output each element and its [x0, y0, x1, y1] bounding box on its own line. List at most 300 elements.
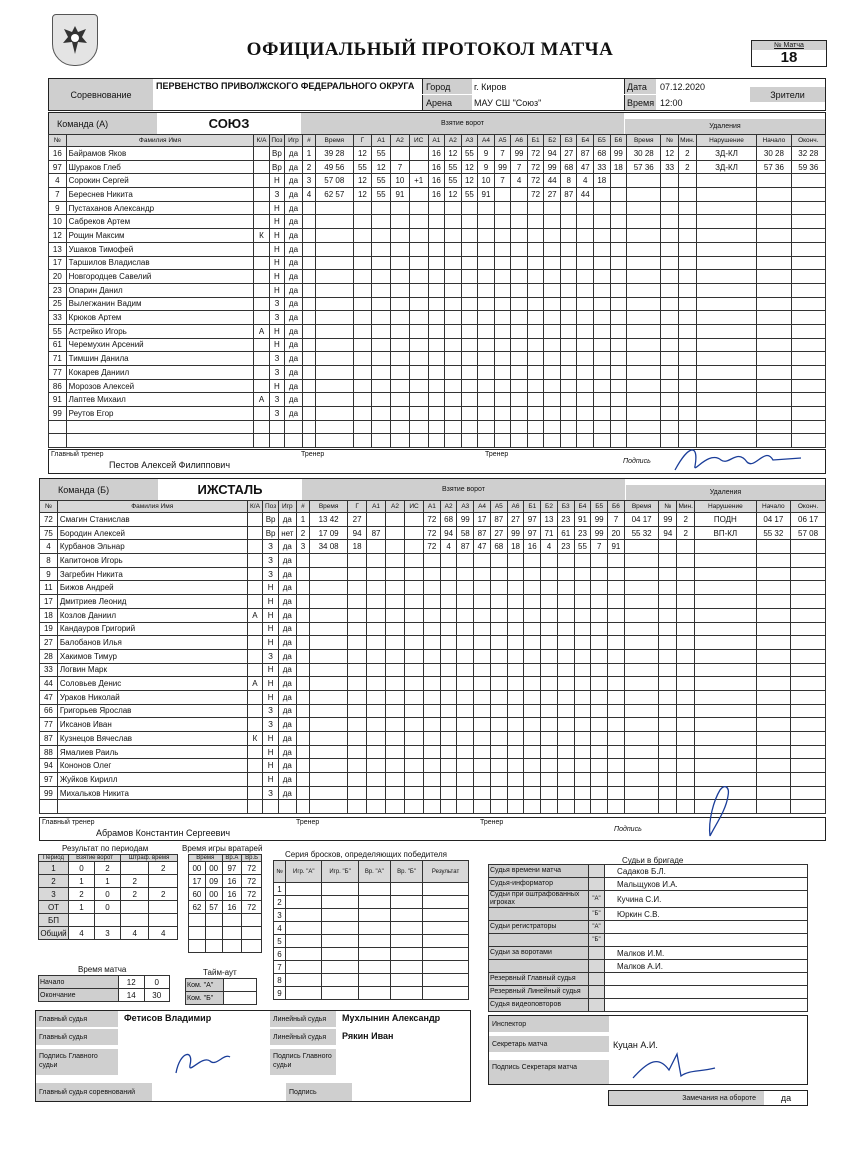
team_a-goal-time: 49 56 [316, 160, 354, 174]
team_b-empty-cell [386, 595, 405, 609]
team_a-player-play: да [285, 201, 303, 215]
team_b-player-play: да [278, 649, 296, 663]
team_b-empty-cell [457, 608, 474, 622]
team_a-empty-cell [511, 242, 528, 256]
team_b-empty-cell [756, 677, 791, 691]
team_a-empty-cell [627, 229, 661, 243]
team_b-empty-cell [423, 690, 440, 704]
team_b-col-is: ИС [405, 501, 424, 513]
team_b-empty-cell [524, 690, 541, 704]
team_a-empty-cell [316, 229, 354, 243]
team_b-empty-cell [367, 745, 386, 759]
period-cell: 2 [69, 888, 95, 901]
team_a-empty-cell [791, 338, 825, 352]
main-ref-signature [166, 1045, 236, 1079]
team_a-player-pos: Вр [269, 160, 284, 174]
team_b-goal-time: 13 42 [310, 513, 348, 527]
team_b-empty-cell [310, 567, 348, 581]
team_b-empty-cell [474, 595, 491, 609]
team_b-empty-cell [296, 595, 309, 609]
team_b-empty-cell [659, 663, 677, 677]
team_a-empty-cell [302, 229, 315, 243]
team_a-empty-cell [594, 311, 611, 325]
team_b-row [40, 663, 826, 677]
team_a-row [49, 311, 826, 325]
team_a-empty-cell [627, 366, 661, 380]
team_a-empty-cell [428, 283, 445, 297]
team_b-goal-time: 34 08 [310, 540, 348, 554]
team_b-empty-cell [423, 636, 440, 650]
team_a-goal-time: 62 57 [316, 188, 354, 202]
team_b-empty-cell [524, 608, 541, 622]
team_a-empty-cell [409, 366, 428, 380]
team_a-player-play: да [285, 256, 303, 270]
team_a-empty-cell [353, 283, 372, 297]
team_b-empty-cell [591, 595, 608, 609]
team_b-onice-cell: 68 [440, 513, 457, 527]
team_b-onice-cell: 20 [608, 526, 625, 540]
team_b-empty-cell [386, 663, 405, 677]
team_b-empty-cell [591, 622, 608, 636]
team_b-empty-cell [386, 690, 405, 704]
team_b-player-name: Загребин Никита [57, 567, 247, 581]
team_a-row [49, 420, 826, 434]
team_a-empty-cell [627, 393, 661, 407]
team_b-player-no: 66 [40, 704, 58, 718]
team_b-player-pos: Н [263, 663, 279, 677]
gk-col-a: Вр.А [222, 855, 242, 862]
team_b-empty-cell [524, 759, 541, 773]
team_a-empty-cell [353, 242, 372, 256]
team_b-empty-cell [296, 704, 309, 718]
main-ref2-label: Главный судья [36, 1029, 118, 1045]
team_a-empty-cell [372, 311, 391, 325]
team_b-empty-cell [659, 595, 677, 609]
brigade-side [589, 960, 605, 973]
shootout-cell [423, 948, 469, 961]
team_a-onice-cell: 18 [594, 174, 611, 188]
team_b-row [40, 704, 826, 718]
team-b-trainer2-label: Тренер [480, 819, 504, 826]
team_a-empty-cell [661, 338, 679, 352]
team_a-empty-cell [696, 174, 757, 188]
team_a-empty-cell [594, 420, 611, 434]
team_b-empty-cell [695, 759, 756, 773]
team_a-player-name: Вылегжанин Вадим [66, 297, 254, 311]
team_a-empty-cell [494, 434, 511, 448]
team_b-empty-cell [423, 595, 440, 609]
team_a-empty-cell [661, 229, 679, 243]
team_a-player-name: Шураков Глеб [66, 160, 254, 174]
team_b-empty-cell [791, 704, 826, 718]
team_b-empty-cell [591, 800, 608, 814]
team_b-onice-cell: 7 [591, 540, 608, 554]
team_a-empty-cell [445, 297, 462, 311]
team_a-empty-cell [511, 379, 528, 393]
team_a-player-ka [254, 379, 269, 393]
team_b-empty-cell [541, 608, 558, 622]
team_b-empty-cell [423, 773, 440, 787]
team_a-empty-cell [461, 311, 478, 325]
team_a-empty-cell [610, 283, 627, 297]
team_a-empty-cell [577, 434, 594, 448]
team_b-empty-cell [574, 773, 591, 787]
team_a-empty-cell [696, 379, 757, 393]
team_a-player-ka: А [254, 324, 269, 338]
team_a-empty-cell [678, 352, 696, 366]
team_b-pen-no: 99 [659, 513, 677, 527]
team_a-empty-cell [316, 407, 354, 421]
team_a-empty-cell [577, 366, 594, 380]
period-cell [149, 901, 178, 914]
team_b-player-name: Кандауров Григорий [57, 622, 247, 636]
team_b-player-pos: Н [263, 745, 279, 759]
team_a-empty-cell [577, 215, 594, 229]
team_a-onice-cell: 12 [445, 188, 462, 202]
team_a-empty-cell [678, 283, 696, 297]
competition-label: Соревнование [49, 79, 153, 110]
team_b-empty-cell [557, 745, 574, 759]
team_b-empty-cell [457, 622, 474, 636]
team_b-empty-cell [507, 567, 524, 581]
team_b-col-a1: А1 [367, 501, 386, 513]
team_a-empty-cell [511, 283, 528, 297]
team_a-empty-cell [302, 366, 315, 380]
team_b-player-name: Кононов Олег [57, 759, 247, 773]
team_b-empty-cell [557, 595, 574, 609]
team_b-empty-cell [574, 745, 591, 759]
brigade-name: Юркин С.В. [605, 908, 808, 921]
team_a-empty-cell [661, 311, 679, 325]
team_a-empty-cell [661, 420, 679, 434]
team_b-empty-cell [659, 554, 677, 568]
emblem [52, 14, 98, 66]
team_b-goal-cell: 18 [348, 540, 367, 554]
team_a-empty-cell [544, 407, 561, 421]
team_b-empty-cell [440, 663, 457, 677]
team_b-onice-cell: 58 [457, 526, 474, 540]
team_b-empty-cell [557, 786, 574, 800]
team_a-empty-cell [678, 338, 696, 352]
team_a-empty-cell [478, 338, 495, 352]
team_b-goal-num: 1 [296, 513, 309, 527]
team_b-onice-cell: 7 [608, 513, 625, 527]
team_a-empty-cell [594, 324, 611, 338]
team_b-empty-cell [423, 704, 440, 718]
team_a-player-name: Пустаханов Александр [66, 201, 254, 215]
team_b-empty-cell [296, 718, 309, 732]
team_a-player-ka [254, 366, 269, 380]
team_a-empty-cell [316, 311, 354, 325]
team_b-empty-cell [524, 732, 541, 746]
team_a-empty-cell [560, 420, 577, 434]
team_a-empty-cell [577, 283, 594, 297]
team_a-empty-cell [594, 283, 611, 297]
team_b-empty-cell [791, 800, 826, 814]
brigade-row [489, 865, 808, 878]
team_a-empty-cell [353, 393, 372, 407]
team_a-empty-cell [316, 242, 354, 256]
team-b-trainer-label: Тренер [296, 819, 320, 826]
team_a-empty-cell [316, 215, 354, 229]
team_b-empty-cell [296, 773, 309, 787]
brigade-role [489, 934, 589, 947]
team_a-onice-cell: 91 [478, 188, 495, 202]
team_a-empty-cell [661, 393, 679, 407]
team_a-empty-cell [461, 407, 478, 421]
team_b-empty-cell [386, 773, 405, 787]
team_a-empty-cell [316, 379, 354, 393]
team_b-col-pos: Поз [263, 501, 279, 513]
team_a-empty-cell [696, 270, 757, 284]
team_b-onice-cell: 87 [474, 526, 491, 540]
team-a-table [48, 134, 826, 448]
team_b-player-pos: З [263, 540, 279, 554]
team_a-empty-cell [302, 256, 315, 270]
team_a-empty-cell [409, 297, 428, 311]
team_b-player-no: 33 [40, 663, 58, 677]
team_b-empty-cell [296, 608, 309, 622]
team_a-empty-cell [316, 297, 354, 311]
shootout-num: 5 [274, 935, 286, 948]
team_a-empty-cell [696, 201, 757, 215]
team_b-empty-cell [348, 554, 367, 568]
team_b-player-name: Соловьев Денис [57, 677, 247, 691]
team_b-empty-cell [756, 690, 791, 704]
team_a-empty-cell [791, 201, 825, 215]
brigade-table [488, 864, 808, 1012]
team_a-player-play: да [285, 147, 303, 161]
team_b-goal-cell: 87 [367, 526, 386, 540]
team_a-player-play: да [285, 324, 303, 338]
team_a-empty-cell [577, 352, 594, 366]
brigade-name [605, 999, 808, 1012]
team_b-player-no: 4 [40, 540, 58, 554]
team_b-empty-cell [310, 704, 348, 718]
team-a-coach: Пестов Алексей Филиппович [109, 460, 231, 470]
team_b-empty-cell [756, 567, 791, 581]
match-start-m: 0 [144, 976, 170, 989]
team_b-empty-cell [457, 773, 474, 787]
team_b-empty-cell [405, 759, 424, 773]
team_b-empty-cell [624, 622, 659, 636]
shootout-cell [390, 974, 422, 987]
team_a-empty-cell [696, 242, 757, 256]
team_a-empty-cell [577, 324, 594, 338]
team_b-empty-cell [608, 608, 625, 622]
team_a-player-name: Опарин Данил [66, 283, 254, 297]
team_a-empty-cell [391, 338, 410, 352]
shootout-cell [390, 883, 422, 896]
team_b-empty-cell [624, 732, 659, 746]
team_b-onice-cell: 99 [457, 513, 474, 527]
team_b-player-play: да [278, 513, 296, 527]
team_b-empty-cell [507, 677, 524, 691]
team_a-empty-cell [461, 229, 478, 243]
team_a-empty-cell [353, 352, 372, 366]
team_a-empty-cell [445, 283, 462, 297]
shootout-cell [358, 961, 390, 974]
team_b-empty-cell [524, 622, 541, 636]
team_a-onice-cell: 9 [478, 147, 495, 161]
team_b-empty-cell [659, 567, 677, 581]
team_a-empty-cell [391, 229, 410, 243]
team_b-empty-cell [677, 690, 695, 704]
team_a-empty-cell [494, 311, 511, 325]
team_a-empty-cell [594, 242, 611, 256]
team_a-empty-cell [696, 338, 757, 352]
team_b-player-ka [247, 554, 263, 568]
team_b-player-name: Хакимов Тимур [57, 649, 247, 663]
team_b-goal-cell [405, 526, 424, 540]
team_b-onice-cell: 17 [474, 513, 491, 527]
team_b-empty-cell [659, 581, 677, 595]
brigade-name: Кучина С.И. [605, 891, 808, 908]
gk-row [189, 875, 262, 888]
gk-cell [189, 914, 206, 927]
city-value: г. Киров [474, 81, 507, 92]
team_b-empty-cell [624, 554, 659, 568]
team_a-row [49, 229, 826, 243]
team_b-empty-cell [310, 718, 348, 732]
team_a-col-gt-4: А5 [494, 135, 511, 147]
team_a-empty-cell [560, 201, 577, 215]
team_b-empty-cell [574, 554, 591, 568]
team_a-empty-cell [478, 434, 495, 448]
team_b-player-no: 97 [40, 773, 58, 787]
team_a-col-gt-3: А4 [478, 135, 495, 147]
team_b-player-no: 18 [40, 608, 58, 622]
team_a-row [49, 242, 826, 256]
team_a-row [49, 215, 826, 229]
team_a-onice-cell: 99 [610, 147, 627, 161]
team_a-col-gt-7: Б2 [544, 135, 561, 147]
team_a-player-ka [254, 283, 269, 297]
team_a-col-gt-0: А1 [428, 135, 445, 147]
team_a-empty-cell [610, 379, 627, 393]
period-label: БП [39, 914, 69, 927]
team_a-empty-cell [544, 283, 561, 297]
team_a-empty-cell [372, 242, 391, 256]
team_b-empty-cell [440, 786, 457, 800]
team_a-onice-cell: 99 [494, 160, 511, 174]
period-cell: 2 [95, 862, 121, 875]
team_a-empty-cell [428, 393, 445, 407]
team_a-empty-cell [627, 379, 661, 393]
team_b-onice-cell: 4 [541, 540, 558, 554]
team_a-empty-cell [791, 188, 825, 202]
team_a-empty-cell [428, 311, 445, 325]
team_a-empty-cell [428, 229, 445, 243]
team_b-empty-cell [591, 745, 608, 759]
team_b-empty-cell [756, 649, 791, 663]
team_a-empty-cell [409, 215, 428, 229]
team_b-empty-cell [490, 649, 507, 663]
team_b-empty-cell [490, 704, 507, 718]
team_a-col-is: ИС [409, 135, 428, 147]
shootout-col: Игр. "А" [286, 861, 322, 883]
team_a-empty-cell [661, 174, 679, 188]
shootout-col: Вр. "Б" [390, 861, 422, 883]
shootout-cell [322, 909, 358, 922]
team_a-goal-num: 3 [302, 174, 315, 188]
team_a-onice-cell: 55 [445, 174, 462, 188]
team_a-empty-cell [409, 283, 428, 297]
team_b-empty-cell [386, 608, 405, 622]
period-cell: 4 [121, 927, 149, 940]
team_a-pen-no: 33 [661, 160, 679, 174]
match-end-m: 30 [144, 989, 170, 1002]
team_b-empty-cell [624, 595, 659, 609]
team_b-player-pos: З [263, 786, 279, 800]
team_b-empty-cell [541, 718, 558, 732]
team_b-empty-cell [348, 567, 367, 581]
team_a-empty-cell [661, 215, 679, 229]
team_b-empty-cell [557, 636, 574, 650]
team_a-goal-cell: 12 [372, 160, 391, 174]
team_b-empty-cell [296, 581, 309, 595]
team_a-onice-cell [594, 188, 611, 202]
team_a-goal-cell: 55 [372, 188, 391, 202]
team_a-empty-cell [302, 215, 315, 229]
team_a-player-play: да [285, 229, 303, 243]
team_a-empty-cell [478, 393, 495, 407]
team_a-empty-cell [610, 242, 627, 256]
team_a-empty-cell [577, 297, 594, 311]
gk-cell: 72 [242, 901, 262, 914]
team_b-empty-cell [423, 581, 440, 595]
brigade-role: Судьи за воротами [489, 947, 589, 960]
team_b-empty-cell [423, 718, 440, 732]
team_a-empty-cell [316, 352, 354, 366]
shootout-col: Игр. "Б" [322, 861, 358, 883]
team_b-empty-cell [348, 786, 367, 800]
team_b-empty-cell [423, 732, 440, 746]
team_b-empty-cell [591, 786, 608, 800]
gk-title: Время игры вратарей [182, 844, 263, 853]
team_a-empty-cell [661, 256, 679, 270]
team_b-empty-cell [557, 690, 574, 704]
period-label: 1 [39, 862, 69, 875]
period-cell: 1 [69, 875, 95, 888]
team_b-col-gt-6: Б1 [524, 501, 541, 513]
team_b-player-pos [263, 800, 279, 814]
team_b-col-gt-4: А5 [490, 501, 507, 513]
team_b-player-no: 77 [40, 718, 58, 732]
team_b-empty-cell [591, 677, 608, 691]
team_b-col-viol: Нарушение [695, 501, 756, 513]
team_b-empty-cell [608, 649, 625, 663]
team_a-player-pos: Н [269, 324, 284, 338]
team_b-player-pos: Н [263, 773, 279, 787]
team_b-empty-cell [405, 745, 424, 759]
team_a-empty-cell [757, 201, 791, 215]
team_a-empty-cell [560, 338, 577, 352]
team_b-player-pos: Н [263, 595, 279, 609]
team_b-empty-cell [677, 581, 695, 595]
team_a-empty-cell [577, 311, 594, 325]
team_b-empty-cell [608, 759, 625, 773]
match-end-label: Окончание [39, 989, 119, 1002]
team_b-empty-cell [367, 759, 386, 773]
team_a-player-no: 25 [49, 297, 67, 311]
brigade-name: Садаков Б.Л. [605, 865, 808, 878]
team_a-empty-cell [757, 311, 791, 325]
team_b-empty-cell [677, 636, 695, 650]
team_a-goal-cell: 55 [353, 160, 372, 174]
team_b-player-name: Логвин Марк [57, 663, 247, 677]
team_b-goal-cell [367, 540, 386, 554]
